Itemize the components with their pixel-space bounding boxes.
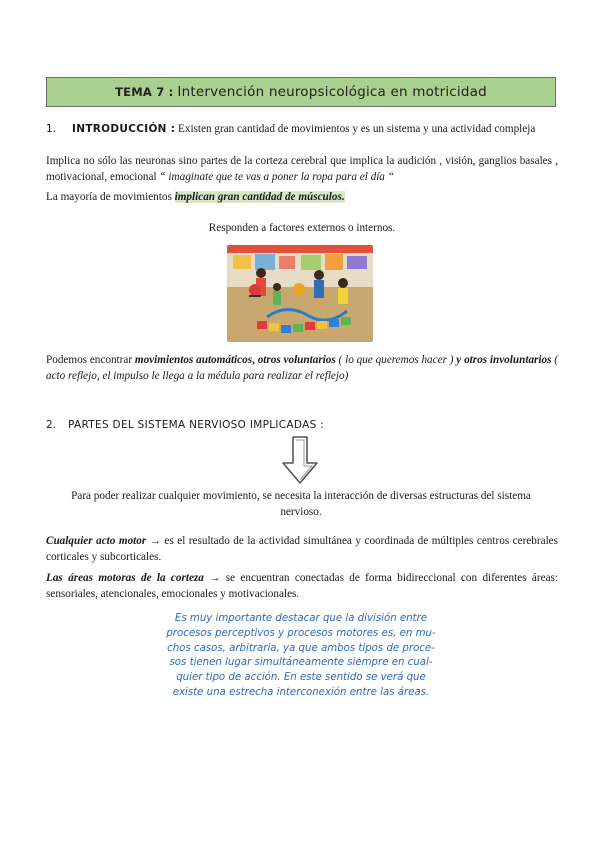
children-classroom-photo	[227, 245, 373, 342]
paragraph-movimientos	[46, 352, 558, 384]
paragraph-mayoria-text: La mayoría de movimientos	[46, 191, 175, 203]
term-acto-motor: Cualquier acto motor	[46, 535, 147, 547]
arrow-symbol: →	[146, 535, 165, 547]
paragraph-interaccion: Para poder realizar cualquier movimiento, se necesita la interacción de diversas estructuras del sistema nervioso.	[71, 490, 531, 518]
quote-line: Es muy importante destacar que la división entre	[174, 613, 428, 624]
section-1-number: 1.	[46, 123, 57, 135]
document-title	[46, 77, 556, 107]
term-automaticos: movimientos automáticos	[134, 354, 253, 366]
section-1-label: INTRODUCCIÓN :	[72, 123, 176, 135]
paragraph-mayoria	[46, 189, 558, 205]
down-arrow-icon	[281, 435, 319, 485]
quote-line: sos tienen lugar simultáneamente siempre en cual-	[169, 657, 433, 669]
term-areas-motoras: Las áreas motoras de la corteza	[46, 572, 204, 584]
section-1-text: Existen gran cantidad de movimientos y es un sistema y una actividad compleja	[178, 123, 536, 135]
quote-box	[160, 612, 442, 701]
section-2-label: PARTES DEL SISTEMA NERVIOSO IMPLICADAS :	[68, 419, 325, 431]
quote-line: procesos perceptivos y procesos motores es, en mu-	[166, 627, 436, 639]
paragraph-areas-motoras-text: se encuentran conectadas de forma bidireccional con diferentes áreas: sensoriales, atencionales, emocionales y motivacionales.	[46, 572, 559, 600]
paragraph-implica-quote: “ imaginate que te vas a poner la ropa para el día “	[159, 171, 394, 183]
quote-line: chos casos, arbitraria, ya que ambos tipos de proce-	[167, 642, 435, 654]
title-tema: TEMA 7 :	[115, 85, 174, 99]
note-voluntarios: ( lo que queremos hacer )	[335, 354, 457, 366]
paragraph-responden: Responden a factores externos o internos.	[208, 222, 396, 234]
section-1-heading	[46, 123, 566, 135]
term-voluntarios: otros voluntarios	[257, 354, 336, 366]
paragraph-movimientos-pre: Podemos encontrar	[46, 354, 135, 366]
highlight-musculos: implican gran cantidad de músculos.	[174, 191, 345, 203]
paragraph-acto-motor-text: es el resultado de la actividad simultánea y coordinada de múltiples centros cerebrales corticales y subcorticales.	[46, 535, 558, 563]
paragraph-areas-motoras	[46, 570, 558, 602]
arrow-symbol: →	[203, 572, 226, 584]
paragraph-implica-text: Implica no sólo las neuronas sino partes de la corteza cerebral que implica la audición , visión, ganglios basales , motivacional, emocional	[46, 155, 558, 183]
paragraph-implica	[46, 153, 558, 185]
quote-line: existe una estrecha interconexión entre las áreas.	[172, 686, 430, 698]
section-2-number: 2.	[46, 419, 57, 431]
title-text: Intervención neuropsicológica en motricidad	[177, 84, 487, 100]
paragraph-acto-motor	[46, 533, 558, 565]
section-2-heading	[46, 415, 566, 433]
quote-line: quier tipo de acción. En este sentido se verá que	[176, 672, 426, 684]
separator: ,	[252, 354, 258, 366]
term-involuntarios: y otros involuntarios	[456, 354, 552, 366]
note-involuntarios: ( acto reflejo, el impulso le llega a la médula para realizar el reflejo)	[46, 354, 558, 382]
